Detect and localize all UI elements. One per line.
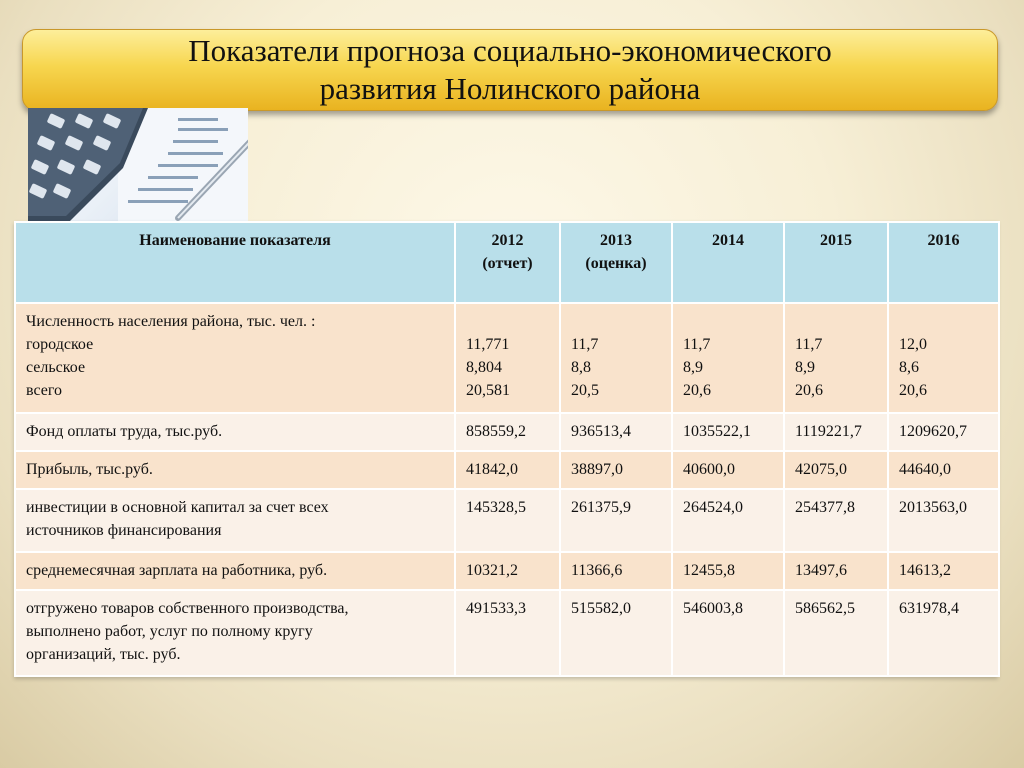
value-text: 11366,6 <box>571 561 623 579</box>
value-cell <box>888 303 999 413</box>
indicator-name-cell <box>15 552 455 590</box>
value-cell <box>672 590 784 676</box>
value-text: 13497,6 <box>795 561 847 579</box>
value-cell <box>455 413 560 451</box>
table-row <box>15 489 999 551</box>
value-text: 8,8 <box>571 359 591 376</box>
value-text: 8,9 <box>683 359 703 376</box>
value-cell <box>672 489 784 551</box>
value-cell <box>560 303 672 413</box>
indicator-name-text: организаций, тыс. руб. <box>26 645 181 663</box>
indicator-name-cell <box>15 303 455 413</box>
indicator-name-text: Фонд оплаты труда, тыс.руб. <box>26 422 223 440</box>
value-text: 20,581 <box>466 382 510 399</box>
value-text: 8,804 <box>466 359 502 376</box>
value-text: 42075,0 <box>795 461 847 479</box>
value-cell <box>455 489 560 551</box>
header-text: 2016 <box>927 232 960 249</box>
forecast-table-container <box>14 221 998 677</box>
value-text: 20,5 <box>571 382 599 399</box>
value-text: 858559,2 <box>466 422 526 440</box>
value-text: 20,6 <box>899 382 927 399</box>
value-cell <box>784 489 888 551</box>
value-cell <box>560 451 672 489</box>
indicator-name-text: Прибыль, тыс.руб. <box>26 461 153 479</box>
value-cell <box>888 552 999 590</box>
value-cell <box>560 489 672 551</box>
value-text: 11,7 <box>795 336 823 353</box>
table-body <box>15 303 999 676</box>
indicator-name-text: сельское <box>26 359 86 376</box>
value-cell <box>784 413 888 451</box>
slide-title-line-1: Показатели прогноза социально-экономического <box>188 33 832 68</box>
header-year-2 <box>560 222 672 303</box>
value-cell <box>888 590 999 676</box>
value-text: 145328,5 <box>466 499 526 517</box>
value-cell <box>560 590 672 676</box>
value-text: 261375,9 <box>571 499 631 517</box>
indicator-name-text: источников финансирования <box>26 522 222 540</box>
value-text: 1119221,7 <box>795 422 862 440</box>
value-text: 12,0 <box>899 336 927 353</box>
value-text: 1035522,1 <box>683 422 751 440</box>
value-text: 631978,4 <box>899 599 959 617</box>
value-text: 546003,8 <box>683 599 743 617</box>
value-cell <box>455 451 560 489</box>
table-row <box>15 590 999 676</box>
value-text: 11,7 <box>571 336 599 353</box>
indicator-name-text: среднемесячная зарплата на работника, руб. <box>26 561 328 579</box>
value-text: 20,6 <box>795 382 823 399</box>
table-row <box>15 451 999 489</box>
value-text: 38897,0 <box>571 461 623 479</box>
value-cell <box>888 451 999 489</box>
header-year-3 <box>672 222 784 303</box>
table-row <box>15 552 999 590</box>
indicator-name-text: отгружено товаров собственного производства, <box>26 599 349 617</box>
indicator-name-text: инвестиции в основной капитал за счет всех <box>26 499 329 517</box>
indicator-name-text: всего <box>26 382 63 399</box>
header-text: 2015 <box>820 232 852 249</box>
value-cell <box>672 303 784 413</box>
header-text: (отчет) <box>482 255 533 272</box>
value-cell <box>672 413 784 451</box>
value-text: 2013563,0 <box>899 499 967 517</box>
value-text: 491533,3 <box>466 599 526 617</box>
value-text: 8,9 <box>795 359 815 376</box>
value-text: 44640,0 <box>899 461 951 479</box>
value-text: 40600,0 <box>683 461 735 479</box>
indicator-name-text: городское <box>26 336 94 353</box>
value-text: 14613,2 <box>899 561 951 579</box>
table-row <box>15 303 999 413</box>
calculator-pen-illustration <box>28 108 248 223</box>
forecast-table <box>14 221 1000 677</box>
value-text: 586562,5 <box>795 599 855 617</box>
header-row <box>15 222 999 303</box>
value-cell <box>784 590 888 676</box>
indicator-name-cell <box>15 590 455 676</box>
value-text: 254377,8 <box>795 499 855 517</box>
value-cell <box>784 303 888 413</box>
value-cell <box>560 413 672 451</box>
value-text: 8,6 <box>899 359 919 376</box>
calculator-photo <box>28 108 248 223</box>
header-text: (оценка) <box>585 255 647 272</box>
value-text: 11,7 <box>683 336 711 353</box>
value-text: 264524,0 <box>683 499 743 517</box>
value-text: 936513,4 <box>571 422 631 440</box>
table-header <box>15 222 999 303</box>
table-row <box>15 413 999 451</box>
value-cell <box>455 552 560 590</box>
indicator-name-cell <box>15 489 455 551</box>
slide-title-line-2: развития Нолинского района <box>319 71 701 106</box>
value-cell <box>672 451 784 489</box>
header-text: Наименование показателя <box>139 232 331 249</box>
slide-title <box>22 29 998 111</box>
indicator-name-text: выполнено работ, услуг по полному кругу <box>26 622 313 640</box>
value-cell <box>784 451 888 489</box>
value-cell <box>560 552 672 590</box>
header-text: 2014 <box>712 232 744 249</box>
header-year-5 <box>888 222 999 303</box>
header-indicator-name <box>15 222 455 303</box>
value-cell <box>784 552 888 590</box>
header-text: 2012 <box>491 232 524 249</box>
value-cell <box>455 303 560 413</box>
header-text: 2013 <box>600 232 632 249</box>
header-year-1 <box>455 222 560 303</box>
value-text: 41842,0 <box>466 461 518 479</box>
value-cell <box>455 590 560 676</box>
value-text: 515582,0 <box>571 599 631 617</box>
value-text: 20,6 <box>683 382 711 399</box>
value-text: 11,771 <box>466 336 510 353</box>
indicator-name-text: Численность населения района, тыс. чел. : <box>26 313 316 330</box>
value-text: 12455,8 <box>683 561 735 579</box>
value-cell <box>672 552 784 590</box>
value-text: 10321,2 <box>466 561 518 579</box>
value-text: 1209620,7 <box>899 422 967 440</box>
value-cell <box>888 489 999 551</box>
indicator-name-cell <box>15 413 455 451</box>
value-cell <box>888 413 999 451</box>
indicator-name-cell <box>15 451 455 489</box>
header-year-4 <box>784 222 888 303</box>
